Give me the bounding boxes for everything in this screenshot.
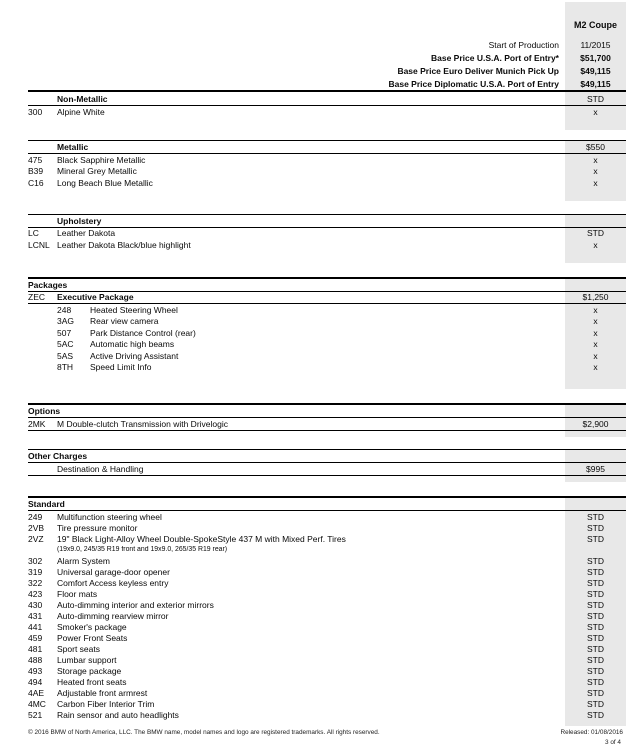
option-code: 431 xyxy=(28,610,43,621)
grey-column-stub xyxy=(28,118,626,130)
grey-stub-cell xyxy=(565,431,626,437)
footer-copyright: © 2016 BMW of North America, LLC. The BMW name, model names and logo are registered trademarks. All rights reserved. xyxy=(28,729,380,736)
section-title: Packages xyxy=(28,279,68,290)
option-name: Heated front seats xyxy=(57,676,127,687)
option-name: Rain sensor and auto headlights xyxy=(57,709,179,720)
grey-column-stub xyxy=(28,431,626,437)
option-code: LC xyxy=(28,228,39,239)
option-name: Auto-dimming interior and exterior mirrors xyxy=(57,599,214,610)
option-row xyxy=(28,555,626,566)
option-row xyxy=(28,292,626,304)
option-note-row xyxy=(28,544,626,555)
option-name: Lumbar support xyxy=(57,654,117,665)
base-price-label: Base Price Diplomatic U.S.A. Port of Entry xyxy=(388,78,559,89)
footer-released-date: Released: 01/08/2016 xyxy=(560,729,623,736)
section-title: Options xyxy=(28,406,61,416)
base-price-value: $49,115 xyxy=(565,64,626,77)
section-title: Standard xyxy=(28,499,65,509)
option-row xyxy=(28,304,626,316)
grey-column-stub xyxy=(28,476,626,482)
option-code: ZEC xyxy=(28,292,45,303)
option-value: x xyxy=(565,350,626,362)
option-code: 249 xyxy=(28,511,43,522)
option-name: Leather Dakota Black/blue highlight xyxy=(57,239,191,250)
model-name: M2 Coupe xyxy=(565,18,626,31)
base-price-value: 11/2015 xyxy=(565,38,626,51)
option-row xyxy=(28,177,626,189)
base-price-label: Base Price Euro Deliver Munich Pick Up xyxy=(397,65,559,76)
base-price-value: $49,115 xyxy=(565,77,626,90)
option-value: x xyxy=(565,327,626,339)
option-value: STD xyxy=(565,599,626,610)
option-code: 459 xyxy=(28,632,43,643)
option-name: Tire pressure monitor xyxy=(57,522,138,533)
option-value: x xyxy=(565,177,626,189)
option-row xyxy=(28,665,626,676)
option-value: STD xyxy=(565,665,626,676)
option-value: STD xyxy=(565,676,626,687)
model-name-row xyxy=(28,18,626,31)
section-header-row xyxy=(28,450,626,462)
option-name: Heated Steering Wheel xyxy=(90,304,178,315)
option-name: Storage package xyxy=(57,665,122,676)
grey-stub-cell xyxy=(565,118,626,130)
option-code: 319 xyxy=(28,566,43,577)
option-name: Auto-dimming rearview mirror xyxy=(57,610,169,621)
option-row xyxy=(28,316,626,328)
option-name: Adjustable front armrest xyxy=(57,687,148,698)
option-code: 322 xyxy=(28,577,43,588)
base-price-row xyxy=(28,51,626,64)
option-row xyxy=(28,154,626,166)
option-value: STD xyxy=(565,228,626,240)
option-code: 302 xyxy=(28,555,43,566)
option-row xyxy=(28,533,626,544)
section-title: Other Charges xyxy=(28,451,88,461)
option-name: Park Distance Control (rear) xyxy=(90,327,196,338)
option-code: 494 xyxy=(28,676,43,687)
section-header-row xyxy=(28,405,626,417)
option-code: C16 xyxy=(28,177,44,188)
section-non-metallic xyxy=(28,92,626,130)
option-row xyxy=(28,511,626,522)
grey-column-stub xyxy=(28,720,626,726)
section-header-row xyxy=(28,215,626,227)
option-code: 493 xyxy=(28,665,43,676)
option-value: STD xyxy=(565,654,626,665)
option-value: STD xyxy=(565,522,626,533)
option-row xyxy=(28,463,626,475)
section-packages xyxy=(28,277,626,390)
option-code: 481 xyxy=(28,643,43,654)
option-name: Mineral Grey Metallic xyxy=(57,166,137,177)
option-value: STD xyxy=(565,533,626,544)
option-value: $1,250 xyxy=(565,292,626,304)
option-code: 475 xyxy=(28,154,43,165)
option-value: STD xyxy=(565,643,626,654)
option-value: STD xyxy=(565,632,626,643)
option-row xyxy=(28,643,626,654)
option-code: 423 xyxy=(28,588,43,599)
option-code: 3AG xyxy=(57,316,75,327)
option-value: x xyxy=(565,362,626,374)
price-table xyxy=(28,0,626,726)
option-value: STD xyxy=(565,709,626,720)
section-header-row xyxy=(28,498,626,510)
section-header-value xyxy=(565,498,626,510)
option-row xyxy=(28,228,626,240)
option-name: Comfort Access keyless entry xyxy=(57,577,169,588)
option-value: x xyxy=(565,304,626,316)
section-header-value xyxy=(565,450,626,462)
grey-stub-cell xyxy=(565,373,626,389)
option-name: Smoker's package xyxy=(57,621,127,632)
option-row xyxy=(28,327,626,339)
option-value: $995 xyxy=(565,463,626,475)
option-code: LCNL xyxy=(28,239,50,250)
option-name: Active Driving Assistant xyxy=(90,350,179,361)
option-row xyxy=(28,418,626,430)
option-row xyxy=(28,632,626,643)
option-row xyxy=(28,687,626,698)
option-row xyxy=(28,166,626,178)
section-standard xyxy=(28,496,626,726)
grey-column-stub xyxy=(28,373,626,389)
option-row xyxy=(28,599,626,610)
option-code: 248 xyxy=(57,304,72,315)
section-options xyxy=(28,403,626,437)
model-column-gap xyxy=(28,31,626,38)
option-row xyxy=(28,577,626,588)
footer-page-number: 3 of 4 xyxy=(605,739,621,746)
option-code: B39 xyxy=(28,166,44,177)
option-value: x xyxy=(565,239,626,251)
section-other-charges xyxy=(28,449,626,482)
section-header-value: $550 xyxy=(565,141,626,153)
base-price-row xyxy=(28,64,626,77)
option-name: Black Sapphire Metallic xyxy=(57,154,146,165)
option-name: Automatic high beams xyxy=(90,339,175,350)
section-header-value xyxy=(565,279,626,291)
section-metallic xyxy=(28,140,626,201)
option-row xyxy=(28,676,626,687)
option-name: Executive Package xyxy=(57,292,134,303)
model-header-block xyxy=(28,2,626,90)
option-name: Power Front Seats xyxy=(57,632,128,643)
option-value: STD xyxy=(565,511,626,522)
grey-stub-cell xyxy=(565,476,626,482)
section-title: Non-Metallic xyxy=(57,93,108,104)
grey-stub-cell xyxy=(565,189,626,201)
option-name: Destination & Handling xyxy=(57,464,144,474)
option-code: 5AC xyxy=(57,339,74,350)
option-row xyxy=(28,698,626,709)
option-note: (19x9.0, 245/35 R19 front and 19x9.0, 265/35 R19 rear) xyxy=(57,546,228,553)
option-row xyxy=(28,239,626,251)
option-code: 8TH xyxy=(57,362,74,373)
base-price-row xyxy=(28,38,626,51)
option-name: Sport seats xyxy=(57,643,100,654)
option-name: Long Beach Blue Metallic xyxy=(57,177,153,188)
grey-column-stub xyxy=(28,189,626,201)
option-name: Speed Limit Info xyxy=(90,362,152,373)
option-row xyxy=(28,339,626,351)
option-name: Carbon Fiber Interior Trim xyxy=(57,698,155,709)
base-price-row xyxy=(28,77,626,90)
option-value-empty xyxy=(565,544,626,555)
section-header-row xyxy=(28,141,626,153)
option-value: STD xyxy=(565,577,626,588)
model-column-pad xyxy=(28,2,626,18)
option-row xyxy=(28,610,626,621)
section-header-row xyxy=(28,279,626,291)
section-header-value xyxy=(565,405,626,417)
option-code: 2VB xyxy=(28,522,45,533)
option-name: 19" Black Light-Alloy Wheel Double-SpokeStyle 437 M with Mixed Perf. Tires xyxy=(57,533,346,544)
section-header-row xyxy=(28,92,626,105)
option-code: 2VZ xyxy=(28,533,44,544)
option-row xyxy=(28,362,626,374)
option-code: 521 xyxy=(28,709,43,720)
option-value: $2,900 xyxy=(565,418,626,430)
option-value: STD xyxy=(565,555,626,566)
option-value: STD xyxy=(565,621,626,632)
section-upholstery xyxy=(28,214,626,263)
model-column-fill xyxy=(565,31,626,38)
option-code: 507 xyxy=(57,327,72,338)
option-value: x xyxy=(565,166,626,178)
option-name: Leather Dakota xyxy=(57,228,116,239)
option-code: 5AS xyxy=(57,350,74,361)
option-row xyxy=(28,522,626,533)
option-name: Floor mats xyxy=(57,588,98,599)
option-code: 300 xyxy=(28,107,43,117)
option-name: Universal garage-door opener xyxy=(57,566,170,577)
base-price-label: Base Price U.S.A. Port of Entry* xyxy=(430,52,559,63)
grey-column-stub xyxy=(28,251,626,263)
option-code: 430 xyxy=(28,599,43,610)
base-price-label: Start of Production xyxy=(488,39,559,50)
option-value: STD xyxy=(565,610,626,621)
option-code: 441 xyxy=(28,621,43,632)
option-code: 2MK xyxy=(28,419,46,429)
option-row xyxy=(28,709,626,720)
option-value: STD xyxy=(565,588,626,599)
option-name: Rear view camera xyxy=(90,316,159,327)
grey-stub-cell xyxy=(565,720,626,726)
option-value: x xyxy=(565,316,626,328)
option-code: 4AE xyxy=(28,687,45,698)
option-value: x xyxy=(565,154,626,166)
option-code: 488 xyxy=(28,654,43,665)
option-value: x xyxy=(565,106,626,118)
section-title: Metallic xyxy=(57,142,89,152)
option-name: Alarm System xyxy=(57,555,110,566)
model-column-fill xyxy=(565,2,626,18)
option-code: 4MC xyxy=(28,698,46,709)
section-title: Upholstery xyxy=(57,215,102,226)
section-header-value xyxy=(565,215,626,227)
option-value: STD xyxy=(565,687,626,698)
grey-stub-cell xyxy=(565,251,626,263)
option-row xyxy=(28,621,626,632)
option-name: Alpine White xyxy=(57,107,105,117)
option-row xyxy=(28,654,626,665)
section-header-value: STD xyxy=(565,92,626,105)
option-row xyxy=(28,566,626,577)
option-name: Multifunction steering wheel xyxy=(57,511,162,522)
option-value: x xyxy=(565,339,626,351)
option-row xyxy=(28,588,626,599)
option-name: M Double-clutch Transmission with Drivelogic xyxy=(57,419,229,429)
option-value: STD xyxy=(565,566,626,577)
option-row xyxy=(28,106,626,118)
base-price-value: $51,700 xyxy=(565,51,626,64)
option-value: STD xyxy=(565,698,626,709)
option-row xyxy=(28,350,626,362)
